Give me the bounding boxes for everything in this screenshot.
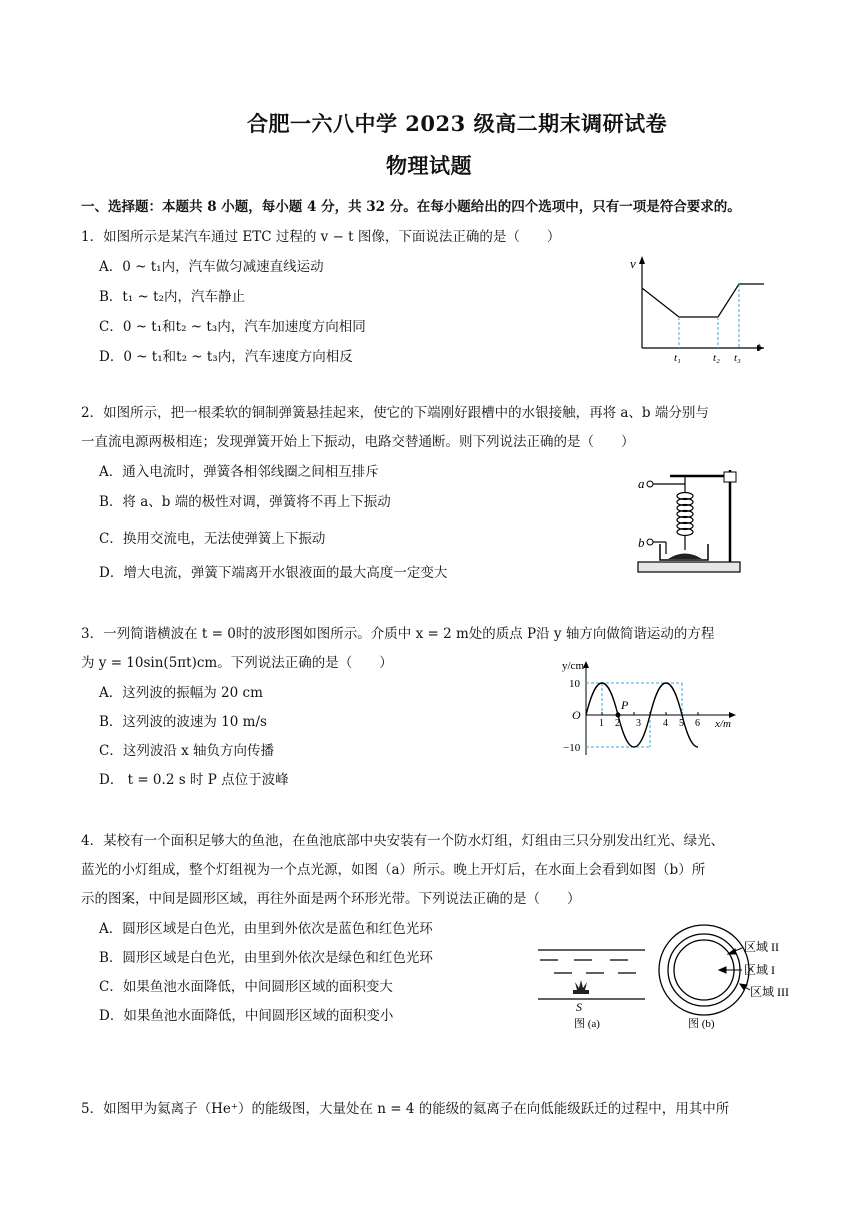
q4-stem-line3: 示的图案，中间是圆形区域，再往外面是两个环形光带。下列说法正确的是（ ） bbox=[81, 891, 581, 907]
q1-vt-graph bbox=[622, 252, 772, 364]
q4-option-d: D．如果鱼池水面降低，中间圆形区域的面积变小 bbox=[99, 1008, 394, 1024]
q3-ylabel: y/cm bbox=[562, 660, 584, 672]
q2-stem-line1: 2．如图所示，把一根柔软的铜制弹簧悬挂起来，使它的下端刚好跟槽中的水银接触，再将 a、b 端分别与 bbox=[81, 405, 709, 421]
q1-tick-t1: t₁ bbox=[674, 352, 681, 364]
q2-option-a: A．通入电流时，弹簧各相邻线圈之间相互排斥 bbox=[99, 464, 379, 480]
q3-option-d: D． t = 0.2 s 时 P 点位于波峰 bbox=[99, 772, 289, 788]
q3-xlabel: x/m bbox=[715, 718, 731, 730]
section-heading: 一、选择题：本题共 8 小题，每小题 4 分，共 32 分。在每小题给出的四个选项中，只有一项是符合要求的。 bbox=[81, 199, 741, 215]
q2-option-b: B．将 a、b 端的极性对调，弹簧将不再上下振动 bbox=[99, 494, 391, 510]
q1-axis-v: v bbox=[630, 256, 636, 271]
q4-stem-line1: 4．某校有一个面积足够大的鱼池，在鱼池底部中央安装有一个防水灯组，灯组由三只分别发出红光、绿光、 bbox=[81, 833, 725, 849]
q1-option-a: A．0 ~ t₁内，汽车做匀减速直线运动 bbox=[99, 259, 324, 275]
q1-option-b: B．t₁ ~ t₂内，汽车静止 bbox=[99, 289, 245, 305]
q1-tick-t3: t₃ bbox=[734, 352, 741, 364]
q4-caption-a: 图 (a) bbox=[574, 1018, 600, 1030]
q2-spring-figure bbox=[630, 462, 745, 576]
q2-label-b: b bbox=[638, 535, 645, 550]
q3-xtick: 1 bbox=[599, 718, 604, 729]
q3-option-c: C．这列波沿 x 轴负方向传播 bbox=[99, 743, 275, 759]
q4-option-c: C．如果鱼池水面降低，中间圆形区域的面积变大 bbox=[99, 979, 393, 995]
q1-option-d: D．0 ~ t₁和t₂ ~ t₃内，汽车速度方向相反 bbox=[99, 349, 353, 365]
exam-title: 合肥一六八中学 2023 级高二期末调研试卷 bbox=[247, 111, 668, 136]
q3-stem-line1: 3．一列简谐横波在 t = 0时的波形图如图所示。介质中 x = 2 m处的质点 P沿 y 轴方向做简谐运动的方程 bbox=[81, 626, 715, 642]
q3-xtick: 4 bbox=[663, 718, 668, 729]
q1-axis-t: t bbox=[757, 339, 761, 354]
q4-region-1: 区域 I bbox=[744, 963, 775, 977]
q3-xtick: 3 bbox=[636, 718, 641, 729]
q3-xtick: 2 bbox=[615, 718, 620, 729]
q3-stem-line2: 为 y = 10sin(5πt)cm。下列说法正确的是（ ） bbox=[81, 655, 393, 671]
q4-source-s: S bbox=[576, 1000, 582, 1014]
q4-option-b: B．圆形区域是白色光，由里到外依次是绿色和红色光环 bbox=[99, 950, 433, 966]
q3-option-b: B．这列波的波速为 10 m/s bbox=[99, 714, 267, 730]
exam-subtitle: 物理试题 bbox=[386, 153, 472, 178]
q3-xtick: 6 bbox=[695, 718, 700, 729]
q2-option-c: C．换用交流电，无法使弹簧上下振动 bbox=[99, 531, 326, 547]
q2-option-d: D．增大电流，弹簧下端离开水银液面的最大高度一定变大 bbox=[99, 565, 448, 581]
q1-tick-t2: t₂ bbox=[713, 352, 720, 364]
q3-xtick: 5 bbox=[679, 718, 684, 729]
q4-region-3: 区域 III bbox=[750, 985, 789, 999]
q2-stem-line2: 一直流电源两极相连；发现弹簧开始上下振动，电路交替通断。则下列说法正确的是（ ） bbox=[81, 434, 635, 450]
q3-ytick-pos: 10 bbox=[569, 678, 580, 690]
q3-origin: O bbox=[572, 708, 581, 722]
q5-stem-line1: 5．如图甲为氦离子（He⁺）的能级图，大量处在 n = 4 的能级的氦离子在向低能级跃迁的过程中，用其中所 bbox=[81, 1101, 730, 1117]
q4-region-2: 区域 II bbox=[744, 940, 779, 954]
q4-caption-b: 图 (b) bbox=[688, 1018, 715, 1030]
q3-point-p: P bbox=[621, 698, 629, 712]
q4-stem-line2: 蓝光的小灯组成，整个灯组视为一个点光源，如图（a）所示。晚上开灯后，在水面上会看到如图（b）所 bbox=[81, 862, 706, 878]
q3-option-a: A．这列波的振幅为 20 cm bbox=[99, 685, 263, 701]
q3-wave-graph bbox=[558, 655, 748, 760]
q4-option-a: A．圆形区域是白色光，由里到外依次是蓝色和红色光环 bbox=[99, 921, 433, 937]
q4-figures bbox=[530, 924, 830, 1032]
q1-option-c: C．0 ~ t₁和t₂ ~ t₃内，汽车加速度方向相同 bbox=[99, 319, 366, 335]
q3-ytick-neg: −10 bbox=[563, 742, 581, 754]
q2-label-a: a bbox=[638, 476, 645, 491]
q1-stem: 1．如图所示是某汽车通过 ETC 过程的 v − t 图像，下面说法正确的是（ ） bbox=[81, 229, 561, 245]
